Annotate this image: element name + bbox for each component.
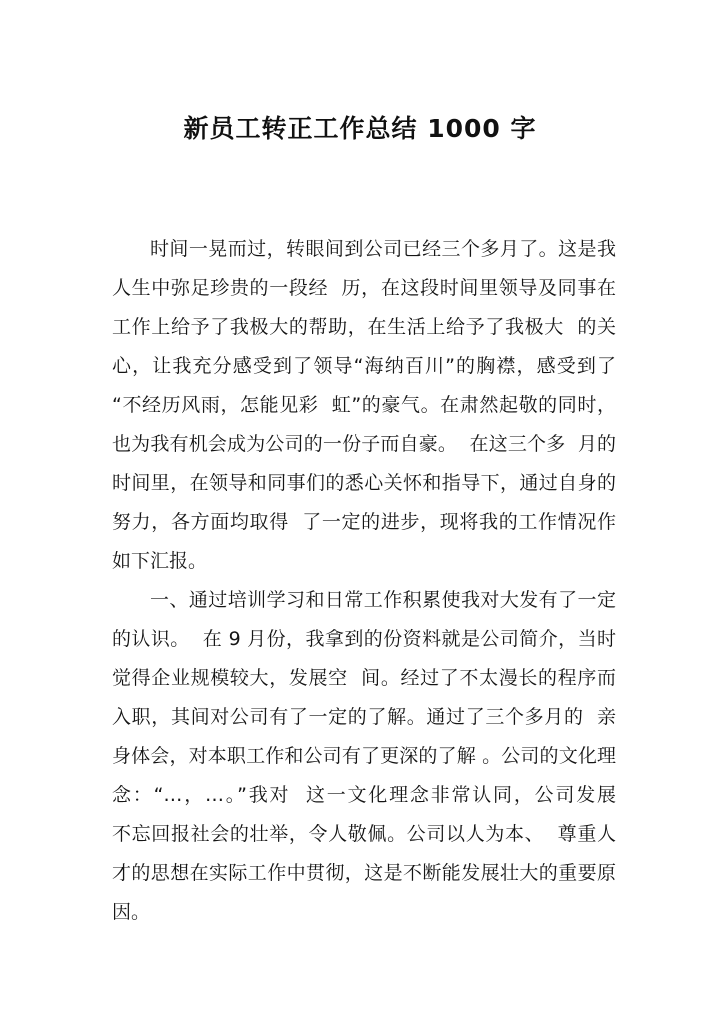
- paragraph-1-line-1: 时间一晃而过，转眼间到公司已经三个多月了。这是我: [150, 238, 616, 260]
- paragraph-2-line-7: 不忘回报社会的壮举，令人敬佩。公司以人为本、 尊重人: [112, 823, 616, 845]
- paragraph-1-line-6: 也为我有机会成为公司的一份子而自豪。 在这三个多 月的: [112, 433, 616, 455]
- paragraph-2-line-9: 因。: [112, 901, 151, 923]
- paragraph-1-line-3: 工作上给予了我极大的帮助，在生活上给予了我极大 的关: [112, 316, 616, 338]
- paragraph-2-line-6: 念：“…，…。”我对 这一文化理念非常认同，公司发展: [112, 784, 616, 806]
- paragraph-1-line-9: 如下汇报。: [112, 550, 208, 572]
- paragraph-1-line-7: 时间里，在领导和同事们的悉心关怀和指导下，通过自身的: [112, 472, 616, 494]
- paragraph-2-line-5: 身体会，对本职工作和公司有了更深的了解 。公司的文化理: [112, 745, 616, 767]
- paragraph-2-line-3: 觉得企业规模较大，发展空 间。经过了不太漫长的程序而: [112, 667, 616, 689]
- paragraph-1-line-4: 心，让我充分感受到了领导“海纳百川”的胸襟，感受到了: [112, 355, 616, 377]
- paragraph-2-line-8: 才的思想在实际工作中贯彻，这是不断能发展壮大的重要原: [112, 862, 616, 884]
- paragraph-2-line-1: 一、通过培训学习和日常工作积累使我对大发有了一定: [150, 589, 616, 611]
- paragraph-2-line-4: 入职，其间对公司有了一定的了解。通过了三个多月的 亲: [112, 706, 616, 728]
- document-title: 新员工转正工作总结 1000 字: [183, 114, 537, 143]
- paragraph-1-line-2: 人生中弥足珍贵的一段经 历，在这段时间里领导及同事在: [112, 277, 616, 299]
- paragraph-1-line-8: 努力，各方面均取得 了一定的进步，现将我的工作情况作: [112, 511, 616, 533]
- document-body: [112, 230, 616, 932]
- paragraph-2-line-2: 的认识。 在 9 月份，我拿到的份资料就是公司简介，当时: [112, 628, 616, 650]
- paragraph-1-line-5: “不经历风雨，怎能见彩 虹”的豪气。在肃然起敬的同时，: [112, 394, 616, 416]
